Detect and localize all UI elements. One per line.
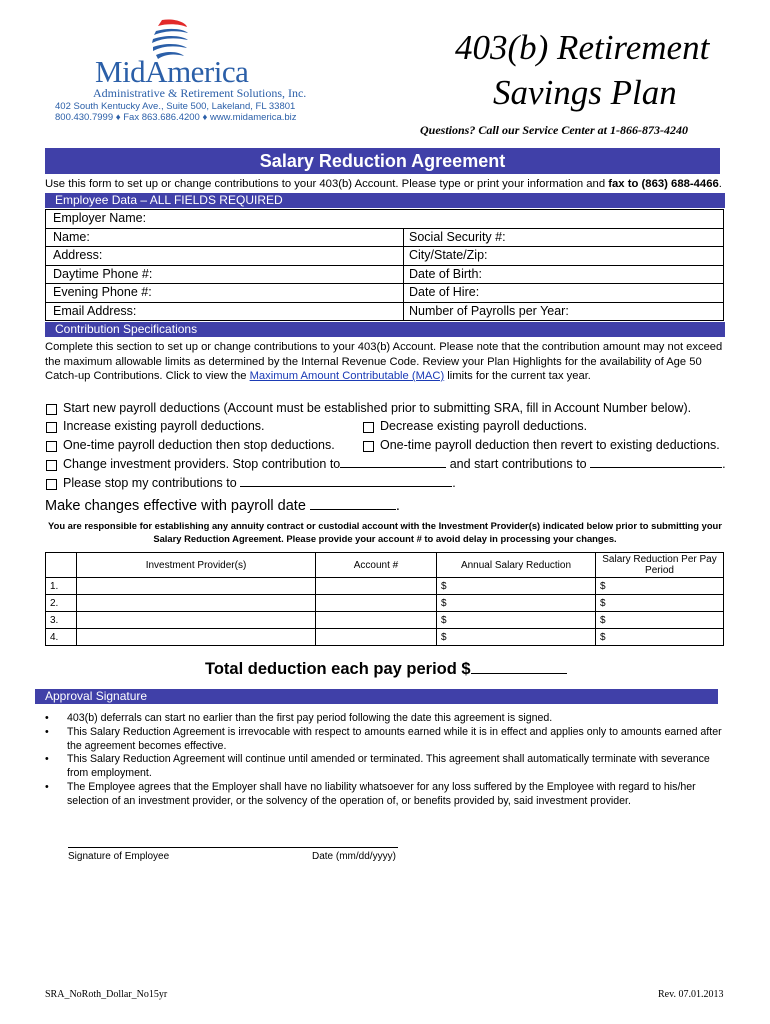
provider-header: Investment Provider(s) <box>77 553 316 578</box>
signature-line[interactable] <box>68 847 398 848</box>
row-number: 2. <box>46 595 77 612</box>
per-pay-period-cell[interactable]: $ <box>596 612 724 629</box>
form-code: SRA_NoRoth_Dollar_No15yr <box>45 989 168 1000</box>
provider-cell[interactable] <box>77 612 316 629</box>
brand-subtitle: Administrative & Retirement Solutions, Inc. <box>93 86 307 100</box>
row-number: 3. <box>46 612 77 629</box>
increase-checkbox[interactable] <box>46 422 57 433</box>
and-start-label: and start contributions to <box>449 457 587 471</box>
please-stop-period: . <box>452 476 456 490</box>
account-header: Account # <box>316 553 437 578</box>
please-stop-blank[interactable] <box>240 476 452 487</box>
account-cell[interactable] <box>316 595 437 612</box>
list-item: • The Employee agrees that the Employer shall have no liability whatsoever for any loss suffered by the Employee with regard to his/her selection of an investment provider, or the solvency of the operation of, or benefits provided by, said investment provider. <box>67 781 725 809</box>
service-center-note: Questions? Call our Service Center at 1-866-873-4240 <box>420 123 689 137</box>
total-deduction-blank[interactable] <box>471 660 567 674</box>
per-pay-period-cell[interactable]: $ <box>596 629 724 646</box>
effective-date-blank[interactable] <box>310 499 396 510</box>
annual-reduction-header: Annual Salary Reduction <box>437 553 596 578</box>
change-providers-checkbox[interactable] <box>46 460 57 471</box>
address-label: Address: <box>53 248 103 262</box>
contribution-text <box>45 340 725 384</box>
list-item: • This Salary Reduction Agreement will continue until amended or terminated. This agreement shall automatically terminate with severance from employment. <box>67 753 725 781</box>
date-of-hire-label: Date of Hire: <box>409 285 480 299</box>
signature-label: Signature of Employee <box>68 851 170 862</box>
one-time-stop-checkbox[interactable] <box>46 441 57 452</box>
intro-text <box>45 178 722 190</box>
responsibility-note: You are responsible for establishing any annuity contract or custodial account with the Investment Provider(s) indicated below prior to submitting your Salary Reduction Agreement. Please provide your account # to avoid delay in processing your changes. <box>48 520 722 544</box>
annual-reduction-cell[interactable]: $ <box>437 578 596 595</box>
account-cell[interactable] <box>316 578 437 595</box>
annual-reduction-cell[interactable]: $ <box>437 595 596 612</box>
per-pay-period-cell[interactable]: $ <box>596 595 724 612</box>
account-cell[interactable] <box>316 612 437 629</box>
decrease-label: Decrease existing payroll deductions. <box>380 419 588 433</box>
provider-cell[interactable] <box>77 578 316 595</box>
one-time-revert-checkbox[interactable] <box>363 441 374 452</box>
stop-contribution-blank[interactable] <box>340 457 446 468</box>
email-row[interactable] <box>46 302 723 321</box>
table-row <box>46 578 724 595</box>
name-label: Name: <box>53 229 90 244</box>
decrease-checkbox[interactable] <box>363 422 374 433</box>
ssn-label: Social Security #: <box>409 229 506 244</box>
table-row <box>46 612 724 629</box>
row-number: 4. <box>46 629 77 646</box>
row-number-header <box>46 553 77 578</box>
account-cell[interactable] <box>316 629 437 646</box>
contribution-text-2: limits for the current tax year. <box>444 370 591 382</box>
intro-fax: fax to (863) 688-4466 <box>608 178 719 190</box>
approval-bullets <box>45 712 725 809</box>
plan-title-line-1: 403(b) Retirement <box>455 28 710 67</box>
approval-bar: Approval Signature <box>35 689 718 704</box>
table-row <box>46 629 724 646</box>
table-row <box>46 595 724 612</box>
intro-text-main: Use this form to set up or change contributions to your 403(b) Account. Please type or print your information and <box>45 178 609 190</box>
provider-table-header <box>46 553 724 578</box>
address-line-1: 402 South Kentucky Ave., Suite 500, Lakeland, FL 33801 <box>55 101 296 112</box>
list-item: • 403(b) deferrals can start no earlier than the first pay period following the date this agreement is signed. <box>67 712 725 726</box>
evening-phone-row[interactable] <box>46 283 723 302</box>
effective-date-period: . <box>395 498 400 514</box>
please-stop-label: Please stop my contributions to <box>63 476 237 490</box>
plan-title-line-2: Savings Plan <box>493 73 677 112</box>
start-contribution-blank[interactable] <box>590 457 722 468</box>
change-providers-label: Change investment providers. Stop contribution to <box>63 457 341 471</box>
form-title-bar: Salary Reduction Agreement <box>45 148 720 174</box>
intro-end: . <box>718 178 722 190</box>
evening-phone-label: Evening Phone #: <box>53 285 152 299</box>
start-new-label: Start new payroll deductions (Account must be established prior to submitting SRA, fill in Account Number below). <box>63 401 692 415</box>
list-item: • This Salary Reduction Agreement is irrevocable with respect to amounts earned while it is in effect and applies only to amounts earned after the agreement becomes effective. <box>67 726 725 754</box>
city-state-zip-label: City/State/Zip: <box>409 248 488 262</box>
contribution-bar: Contribution Specifications <box>45 322 725 337</box>
per-pay-period-cell[interactable]: $ <box>596 578 724 595</box>
employer-name-label: Employer Name: <box>53 211 147 225</box>
provider-cell[interactable] <box>77 629 316 646</box>
date-of-birth-label: Date of Birth: <box>409 266 482 281</box>
date-label: Date (mm/dd/yyyy) <box>312 851 396 862</box>
total-deduction-label: Total deduction each pay period $ <box>205 660 471 678</box>
annual-reduction-cell[interactable]: $ <box>437 629 596 646</box>
daytime-phone-label: Daytime Phone #: <box>53 266 153 281</box>
brand-name: MidAmerica <box>95 54 249 89</box>
employee-data-bar: Employee Data – ALL FIELDS REQUIRED <box>45 193 725 208</box>
annual-reduction-cell[interactable]: $ <box>437 612 596 629</box>
one-time-stop-label: One-time payroll deduction then stop deductions. <box>63 438 335 452</box>
contribution-text-1: Complete this section to set up or change contributions to your 403(b) Account. Please note that the contribution amount may not exceed the maximum allowable limits as determined by the Internal Revenue Code. Review your Plan Highlights for the availability of Age 50 Catch-up Contributions. Click to view the <box>45 341 723 382</box>
per-pay-period-header: Salary Reduction Per Pay Period <box>596 553 724 578</box>
address-line-2: 800.430.7999 ♦ Fax 863.686.4200 ♦ www.midamerica.biz <box>55 112 297 123</box>
please-stop-checkbox[interactable] <box>46 479 57 490</box>
effective-date-label: Make changes effective with payroll date <box>45 498 306 514</box>
total-deduction-row <box>205 660 567 679</box>
employee-data-table <box>45 209 724 321</box>
provider-cell[interactable] <box>77 595 316 612</box>
payrolls-per-year-label: Number of Payrolls per Year: <box>409 303 569 318</box>
address-row[interactable] <box>46 246 723 265</box>
revision: Rev. 07.01.2013 <box>658 989 724 1000</box>
email-label: Email Address: <box>53 303 137 318</box>
row-number: 1. <box>46 578 77 595</box>
start-new-checkbox[interactable] <box>46 404 57 415</box>
please-stop-row <box>63 476 456 490</box>
mac-link[interactable]: Maximum Amount Contributable (MAC) <box>249 370 445 382</box>
name-row[interactable] <box>46 228 723 247</box>
one-time-revert-label: One-time payroll deduction then revert to existing deductions. <box>380 438 720 452</box>
effective-date-row <box>45 498 400 514</box>
change-providers-row <box>63 457 726 471</box>
provider-table <box>45 552 724 646</box>
change-providers-period: . <box>722 457 726 471</box>
employer-name-row[interactable] <box>46 209 723 228</box>
increase-label: Increase existing payroll deductions. <box>63 419 265 433</box>
daytime-phone-row[interactable] <box>46 265 723 284</box>
